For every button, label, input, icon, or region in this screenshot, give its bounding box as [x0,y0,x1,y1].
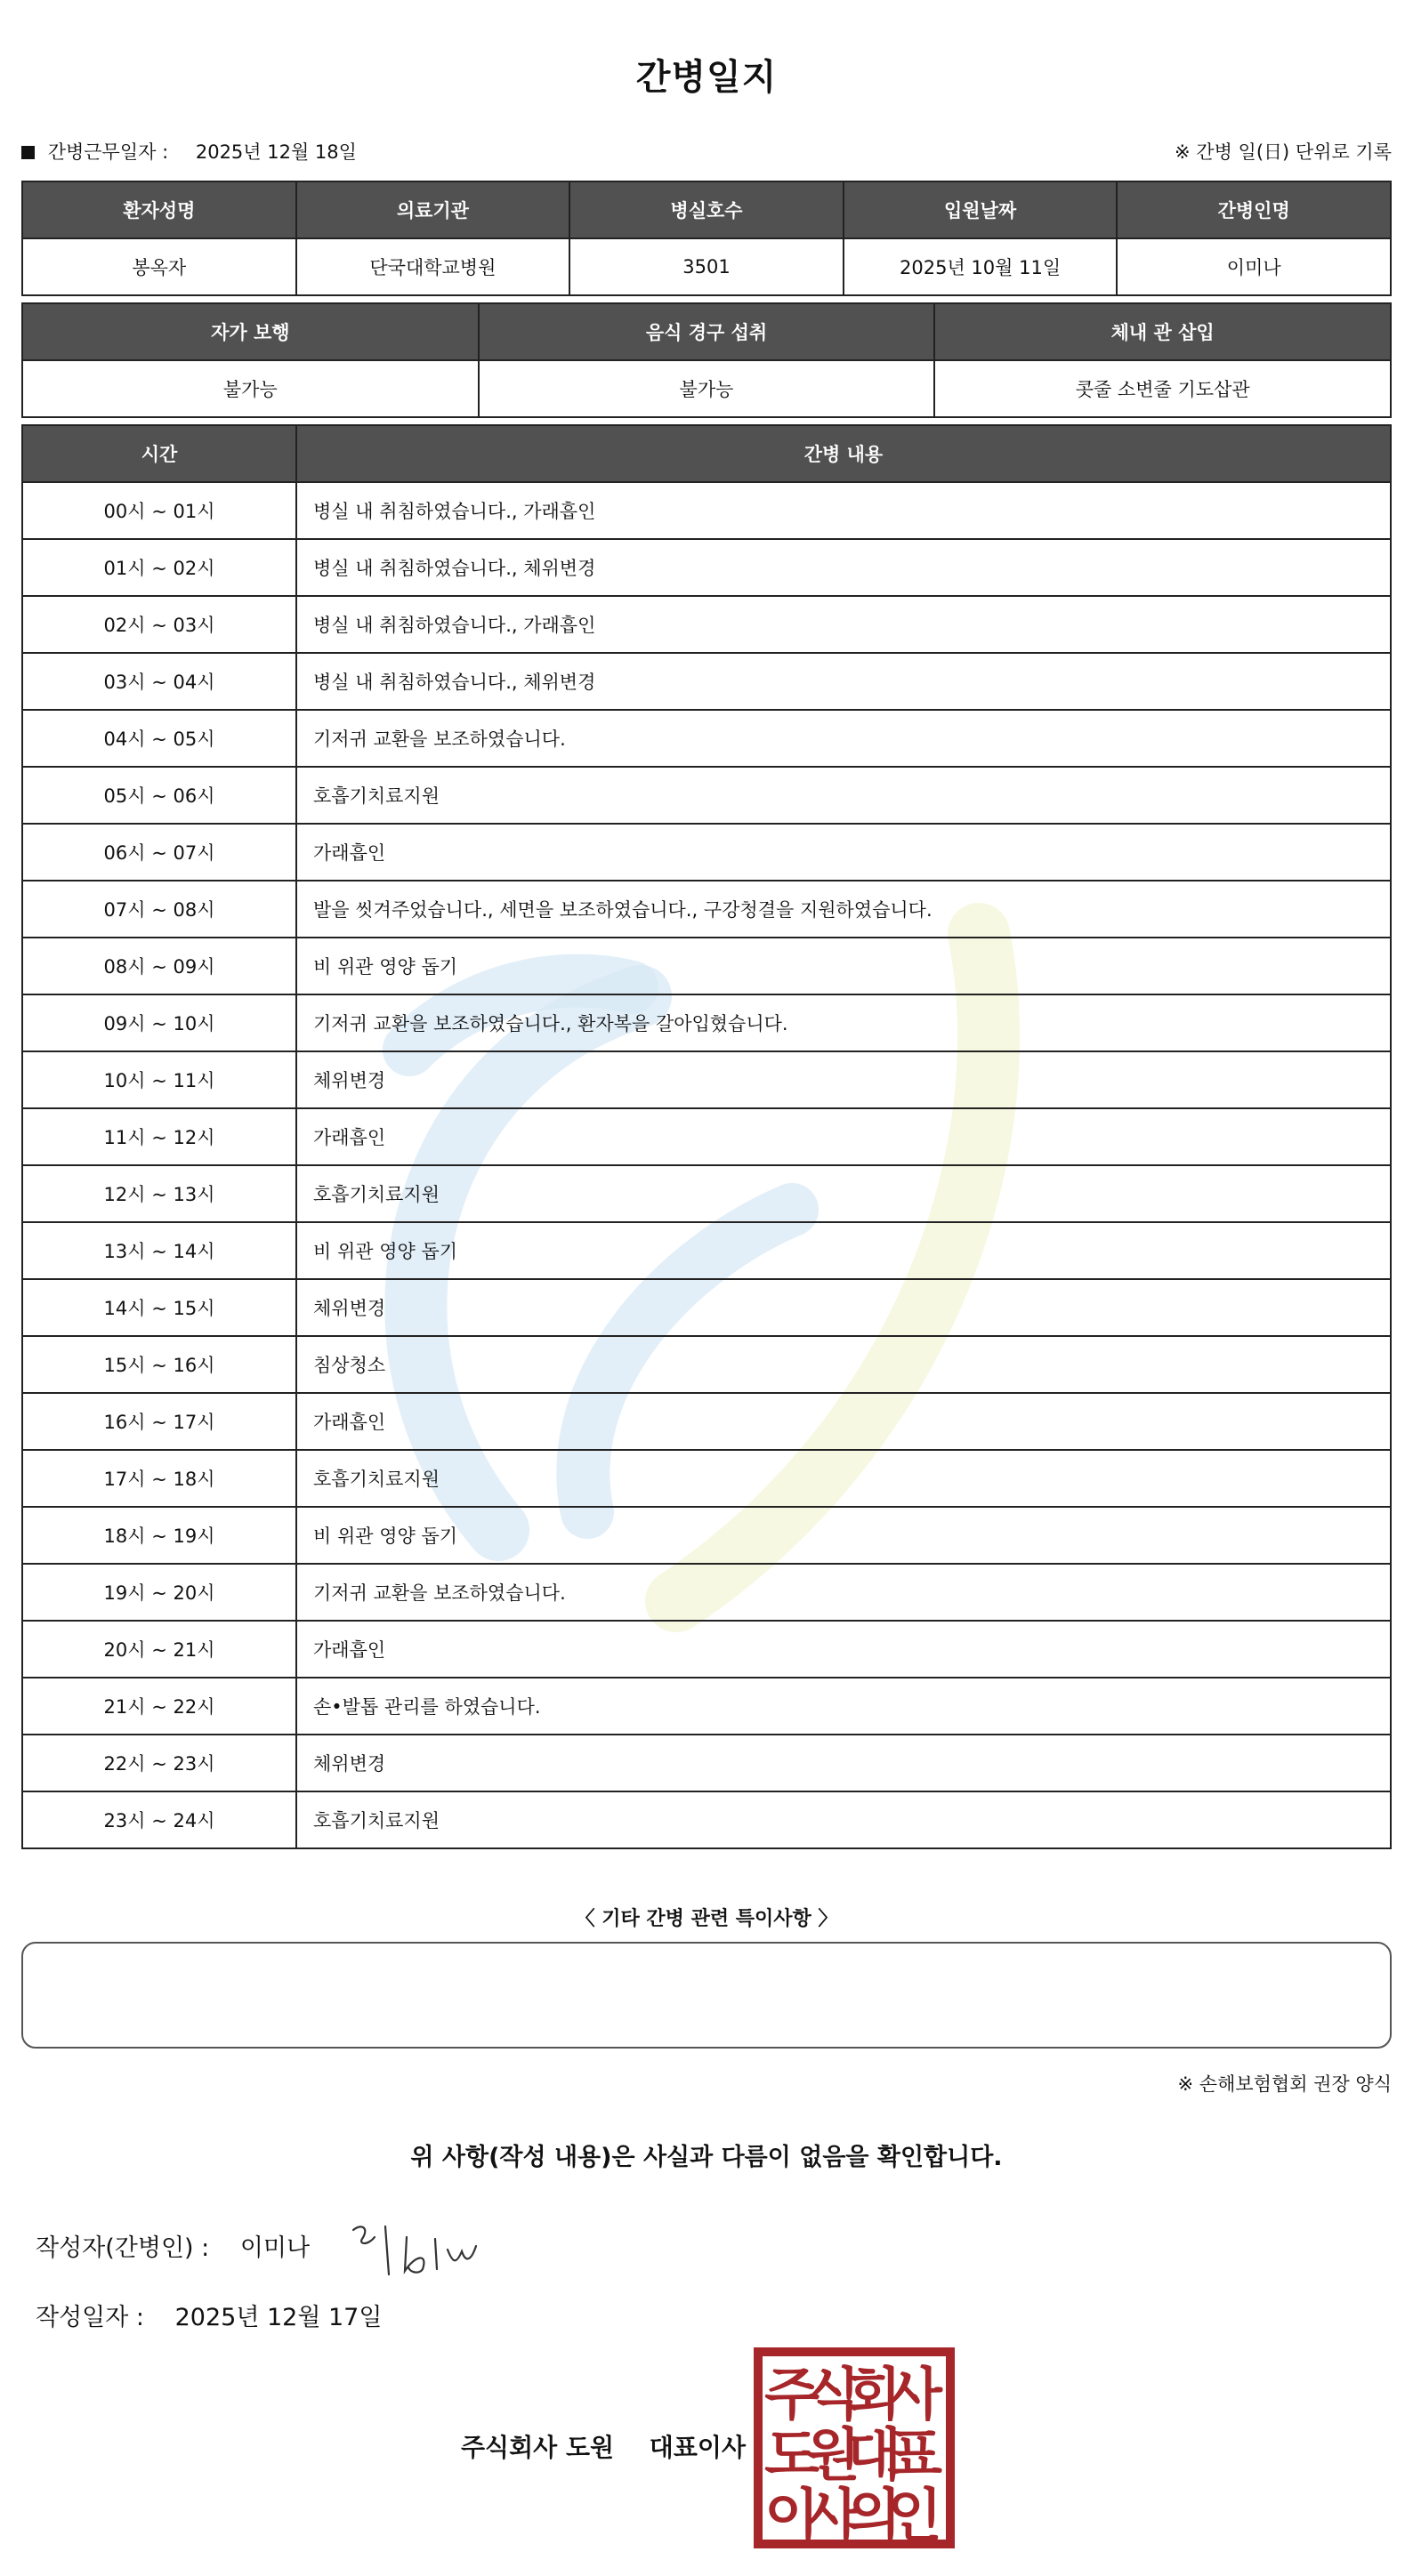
admission-date: 2025년 10월 11일 [844,238,1118,295]
header-tube-insertion: 체내 관 삽입 [934,303,1391,360]
work-date-label: 간병근무일자 : [47,141,169,163]
time-cell: 04시 ~ 05시 [22,710,296,767]
work-date [21,138,357,165]
writer-name: 이미나 [239,2234,311,2262]
time-cell: 19시 ~ 20시 [22,1564,296,1621]
content-cell: 기저귀 교환을 보조하였습니다. [296,1564,1391,1621]
header-walking: 자가 보행 [22,303,479,360]
header-admission-date: 입원날짜 [844,181,1118,238]
time-cell: 03시 ~ 04시 [22,653,296,710]
table-row [22,767,1391,824]
page-title: 간병일지 [635,57,778,98]
time-cell: 23시 ~ 24시 [22,1791,296,1848]
table-row [22,1621,1391,1678]
table-row [22,1450,1391,1507]
svg-text:사: 사 [805,2483,860,2549]
recommendation-note: ※ 손해보험협회 권장 양식 [1177,2073,1392,2095]
content-cell: 가래흡인 [296,1108,1391,1165]
svg-text:회: 회 [846,2363,901,2428]
table-row [22,1222,1391,1279]
time-cell: 20시 ~ 21시 [22,1621,296,1678]
company-signature-line [461,2428,746,2464]
handwritten-signature [343,2219,503,2286]
content-cell: 병실 내 취침하였습니다., 체위변경 [296,539,1391,596]
table-row [22,1051,1391,1108]
table-row [22,1507,1391,1564]
svg-text:인: 인 [887,2483,942,2549]
time-cell: 05시 ~ 06시 [22,767,296,824]
table-row [22,994,1391,1051]
time-cell: 07시 ~ 08시 [22,881,296,938]
record-note: ※ 간병 일(日) 단위로 기록 [1175,141,1392,163]
header-care-content: 간병 내용 [296,425,1391,482]
time-cell: 06시 ~ 07시 [22,824,296,881]
confirmation-statement: 위 사항(작성 내용)은 사실과 다름이 없음을 확인합니다. [410,2144,1003,2171]
table-row [22,881,1391,938]
content-cell: 체위변경 [296,1279,1391,1336]
content-cell: 호흡기치료지원 [296,1450,1391,1507]
svg-text:대: 대 [846,2423,901,2489]
company-name: 주식회사 도원 [461,2433,615,2462]
caregiver-name: 이미나 [1117,238,1391,295]
content-cell: 손•발톱 관리를 하였습니다. [296,1678,1391,1735]
table-row [22,1791,1391,1848]
header-time: 시간 [22,425,296,482]
table-row [22,938,1391,994]
walking-status: 불가능 [22,360,479,417]
work-date-value: 2025년 12월 18일 [195,141,357,163]
time-cell: 12시 ~ 13시 [22,1165,296,1222]
svg-text:의: 의 [846,2483,901,2549]
content-cell: 호흡기치료지원 [296,767,1391,824]
content-cell: 가래흡인 [296,1393,1391,1450]
table-row [22,539,1391,596]
table-row [22,596,1391,653]
room-number: 3501 [569,238,844,295]
svg-text:이: 이 [764,2483,820,2549]
time-cell: 16시 ~ 17시 [22,1393,296,1450]
time-cell: 02시 ~ 03시 [22,596,296,653]
svg-text:도: 도 [764,2423,820,2489]
header-oral-intake: 음식 경구 섭취 [479,303,935,360]
content-cell: 기저귀 교환을 보조하였습니다., 환자복을 갈아입혔습니다. [296,994,1391,1051]
writer-row [36,2228,310,2263]
content-cell: 호흡기치료지원 [296,1791,1391,1848]
writer-label: 작성자(간병인) : [36,2234,210,2262]
content-cell: 기저귀 교환을 보조하였습니다. [296,710,1391,767]
time-cell: 00시 ~ 01시 [22,482,296,539]
header-caregiver: 간병인명 [1117,181,1391,238]
content-cell: 호흡기치료지원 [296,1165,1391,1222]
writer-date-label: 작성일자 : [36,2304,145,2331]
time-cell: 11시 ~ 12시 [22,1108,296,1165]
content-cell: 비 위관 영양 돕기 [296,1507,1391,1564]
svg-text:주: 주 [764,2363,820,2428]
table-row [22,1678,1391,1735]
time-cell: 14시 ~ 15시 [22,1279,296,1336]
content-cell: 체위변경 [296,1051,1391,1108]
svg-text:식: 식 [805,2363,860,2428]
time-cell: 08시 ~ 09시 [22,938,296,994]
content-cell: 가래흡인 [296,824,1391,881]
header-room: 병실호수 [569,181,844,238]
notes-title: 〈 기타 간병 관련 특이사항 〉 [575,1908,838,1930]
time-cell: 10시 ~ 11시 [22,1051,296,1108]
patient-status-table [21,302,1392,418]
header-hospital: 의료기관 [296,181,570,238]
writer-date-row [36,2298,382,2332]
care-log-table [21,424,1392,1849]
content-cell: 침상청소 [296,1336,1391,1393]
oral-intake-status: 불가능 [479,360,935,417]
table-row [22,1735,1391,1791]
table-row [22,653,1391,710]
table-row [22,1564,1391,1621]
table-row [22,824,1391,881]
content-cell: 병실 내 취침하였습니다., 체위변경 [296,653,1391,710]
content-cell: 체위변경 [296,1735,1391,1791]
writer-date: 2025년 12월 17일 [174,2304,383,2331]
svg-text:원: 원 [805,2423,860,2489]
content-cell: 가래흡인 [296,1621,1391,1678]
table-row [22,1336,1391,1393]
meta-row [21,138,1392,168]
time-cell: 18시 ~ 19시 [22,1507,296,1564]
svg-text:표: 표 [887,2423,942,2489]
time-cell: 09시 ~ 10시 [22,994,296,1051]
content-cell: 발을 씻겨주었습니다., 세면을 보조하였습니다., 구강청결을 지원하였습니다. [296,881,1391,938]
time-cell: 17시 ~ 18시 [22,1450,296,1507]
notes-box [21,1942,1392,2049]
time-cell: 01시 ~ 02시 [22,539,296,596]
company-seal-stamp [753,2347,956,2549]
content-cell: 비 위관 영양 돕기 [296,938,1391,994]
content-cell: 비 위관 영양 돕기 [296,1222,1391,1279]
content-cell: 병실 내 취침하였습니다., 가래흡인 [296,482,1391,539]
header-patient-name: 환자성명 [22,181,296,238]
patient-name: 봉옥자 [22,238,296,295]
square-bullet-icon [21,146,35,159]
time-cell: 15시 ~ 16시 [22,1336,296,1393]
time-cell: 22시 ~ 23시 [22,1735,296,1791]
company-rep-title: 대표이사 [649,2433,746,2462]
table-row [22,482,1391,539]
svg-text:사: 사 [887,2363,942,2428]
patient-info-table [21,181,1392,296]
table-row [22,1108,1391,1165]
table-row [22,1279,1391,1336]
hospital-name: 단국대학교병원 [296,238,570,295]
content-cell: 병실 내 취침하였습니다., 가래흡인 [296,596,1391,653]
time-cell: 13시 ~ 14시 [22,1222,296,1279]
table-row [22,1165,1391,1222]
table-row [22,1393,1391,1450]
table-row [22,710,1391,767]
time-cell: 21시 ~ 22시 [22,1678,296,1735]
tube-insertion-status: 콧줄 소변줄 기도삽관 [934,360,1391,417]
